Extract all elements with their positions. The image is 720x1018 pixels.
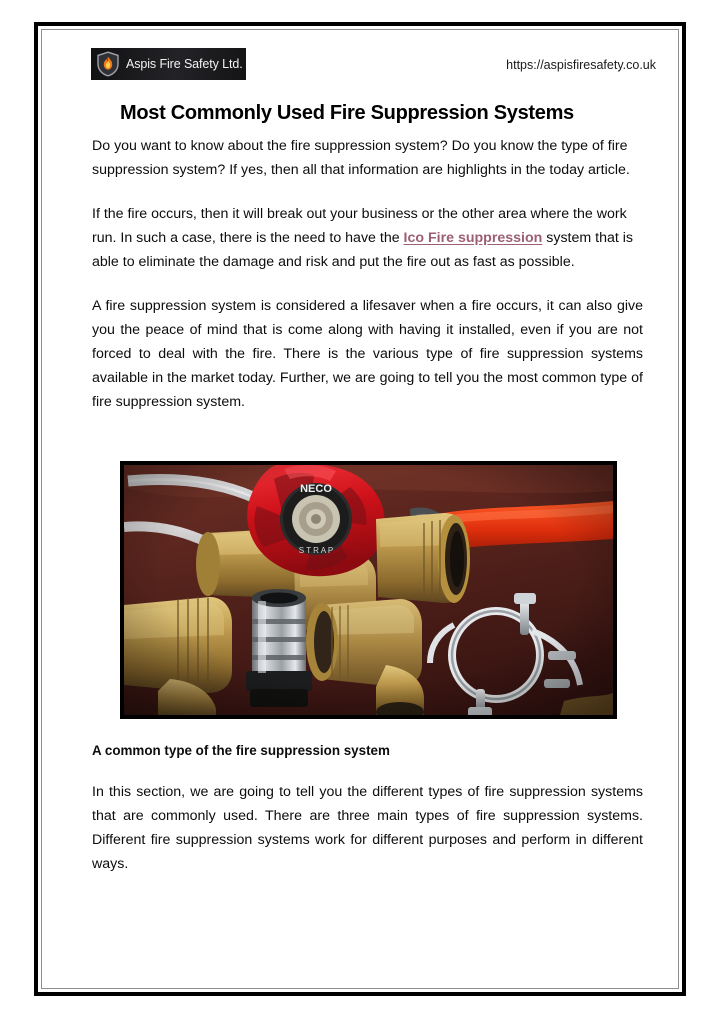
paragraph-1: Do you want to know about the fire suppression system? Do you know the type of fire suppression system? If yes, then all that information are highlights in the today article. [92,138,630,178]
photo-illustration [124,465,613,715]
paragraph-2 [92,202,643,274]
paragraph-3: A fire suppression system is considered a lifesaver when a fire occurs, it can also give you the peace of mind that is come along with having it installed, even if you are not forced to deal with the fire. There is the various type of fire suppression systems available in the market today. Further, we are going to tell you the most common type of fire suppression system. [92,298,643,410]
ico-fire-suppression-link[interactable]: Ico Fire suppression [403,230,543,246]
article-body-lower [92,741,643,876]
paragraph-2-text-after: system that is able to eliminate the damage and risk and put the fire out as fast as possible. [92,230,633,270]
section-subheading: A common type of the fire suppression system [92,743,390,758]
shield-flame-icon [96,51,120,77]
article-body [92,134,643,434]
page-border-frame [34,22,686,996]
brand-logo-text: Aspis Fire Safety Ltd. [126,57,243,71]
page-content [42,30,678,988]
fire-suppression-valves-photo [120,461,617,719]
site-url: https://aspisfiresafety.co.uk [506,58,656,72]
page-title: Most Commonly Used Fire Suppression Systems [120,102,574,125]
paragraph-2-text-before: If the fire occurs, then it will break out your business or the other area where the work run. In such a case, there is the need to have the [92,206,627,246]
brand-logo [91,48,246,80]
paragraph-4: In this section, we are going to tell you the different types of fire suppression systems that are commonly used. There are three main types of fire suppression systems. Different fire suppression systems work for different purposes and perform in different ways. [92,784,643,872]
page-border-inner-rule [41,29,679,989]
